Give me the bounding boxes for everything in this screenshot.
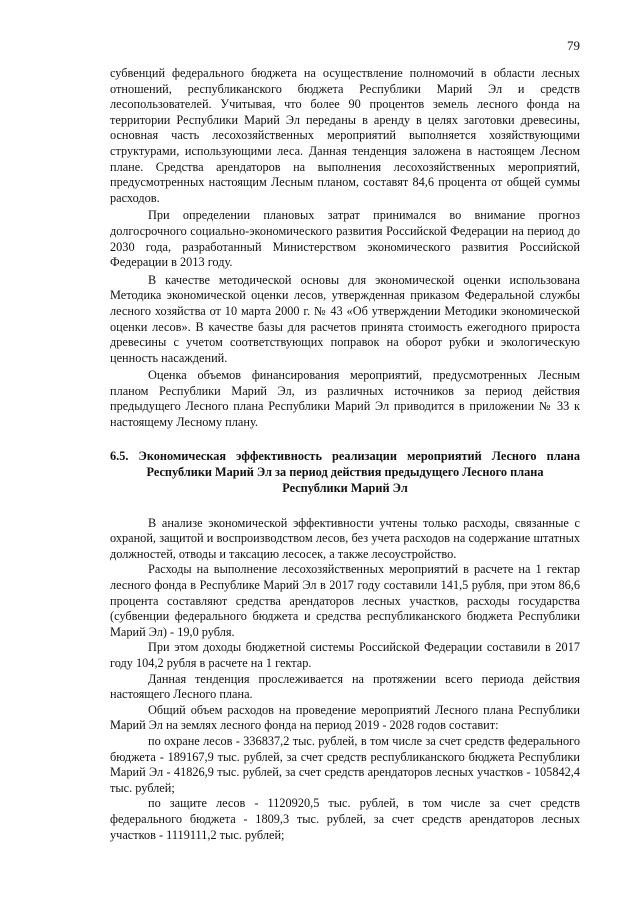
section-heading-line-1: 6.5. Экономическая эффективность реализации мероприятий Лесного плана [110, 448, 580, 463]
paragraph-forest-protection-costs: по охране лесов - 336837,2 тыс. рублей, в том числе за счет средств федерального бюджета - 189167,9 тыс. рублей, за счет средств республиканского бюджета Республики Марий Эл - 41826,9 тыс. рублей, за счет средств арендаторов лесных участков - 105842,4 тыс. рублей; [110, 733, 580, 795]
paragraph-forecast: При определении плановых затрат принимался во внимание прогноз долгосрочного социально-экономического развития Российской Федерации на период до 2030 года, разработанный Министерством экономического развития Российской Федерации в 2013 году. [110, 208, 580, 270]
paragraph-total-costs: Общий объем расходов на проведение мероприятий Лесного плана Республики Марий Эл на землях лесного фонда на период 2019 - 2028 годов составит: [110, 702, 580, 733]
paragraph-trend: Данная тенденция прослеживается на протяжении всего периода действия настоящего Лесного плана. [110, 671, 580, 702]
paragraph-methodology: В качестве методической основы для экономической оценки использована Методика экономической оценки лесов, утвержденная приказом Федеральной службы лесного хозяйства от 10 марта 2000 г. № 43 «Об утверждении Методики экономической оценки лесов». В качестве базы для расчетов принята стоимость ежегодного прироста древесины с учетом соответствующих поправок на оборот рубки и экологическую ценность насаждений. [110, 272, 580, 365]
paragraph-funding-sources: субвенций федерального бюджета на осуществление полномочий в области лесных отношений, республиканского бюджета Республики Марий Эл и средств лесопользователей. Учитывая, что более 90 процентов земель лесного фонда на территории Республики Марий Эл переданы в аренду в целях заготовки древесины, основная часть лесохозяйственных мероприятий выполняется хозяйствующими структурами, использующими леса. Данная тенденция заложена в настоящем Лесном плане. Средства арендаторов на выполнения лесохозяйственных мероприятий, предусмотренных настоящим Лесным планом, составят 84,6 процента от общей суммы расходов. [110, 66, 580, 205]
section-heading [110, 448, 580, 496]
paragraph-forest-pest-protection-costs: по защите лесов - 1120920,5 тыс. рублей, в том числе за счет средств федерального бюджета - 1809,3 тыс. рублей, за счет средств арендаторов лесных участков - 1119111,2 тыс. рублей; [110, 796, 580, 842]
paragraph-financing-estimate: Оценка объемов финансирования мероприятий, предусмотренных Лесным планом Республики Марий Эл, из различных источников за период действия предыдущего Лесного плана Республики Марий Эл приводится в приложении № 33 к настоящему Лесному плану. [110, 368, 580, 430]
paragraph-costs-per-hectare: Расходы на выполнение лесохозяйственных мероприятий в расчете на 1 гектар лесного фонда в Республике Марий Эл в 2017 году составили 141,5 рубля, при этом 86,6 процента составляют средства арендаторов лесных участков, расходы государства (субвенции федерального бюджета и средства республиканского бюджета Республики Марий Эл) - 19,0 рубля. [110, 562, 580, 639]
section-heading-line-2: Республики Марий Эл за период действия предыдущего Лесного плана [146, 464, 544, 479]
paragraph-budget-income: При этом доходы бюджетной системы Российской Федерации составили в 2017 году 104,2 рубля в расчете на 1 гектар. [110, 640, 580, 670]
page-number: 79 [567, 38, 580, 53]
section-heading-line-3: Республики Марий Эл [282, 480, 408, 495]
document-body [110, 66, 580, 843]
paragraph-analysis-scope: В анализе экономической эффективности учтены только расходы, связанные с охраной, защитой и воспроизводством лесов, без учета расходов на содержание штатных должностей, отводы и таксацию лесосек, а также лесоустройство. [110, 515, 580, 561]
